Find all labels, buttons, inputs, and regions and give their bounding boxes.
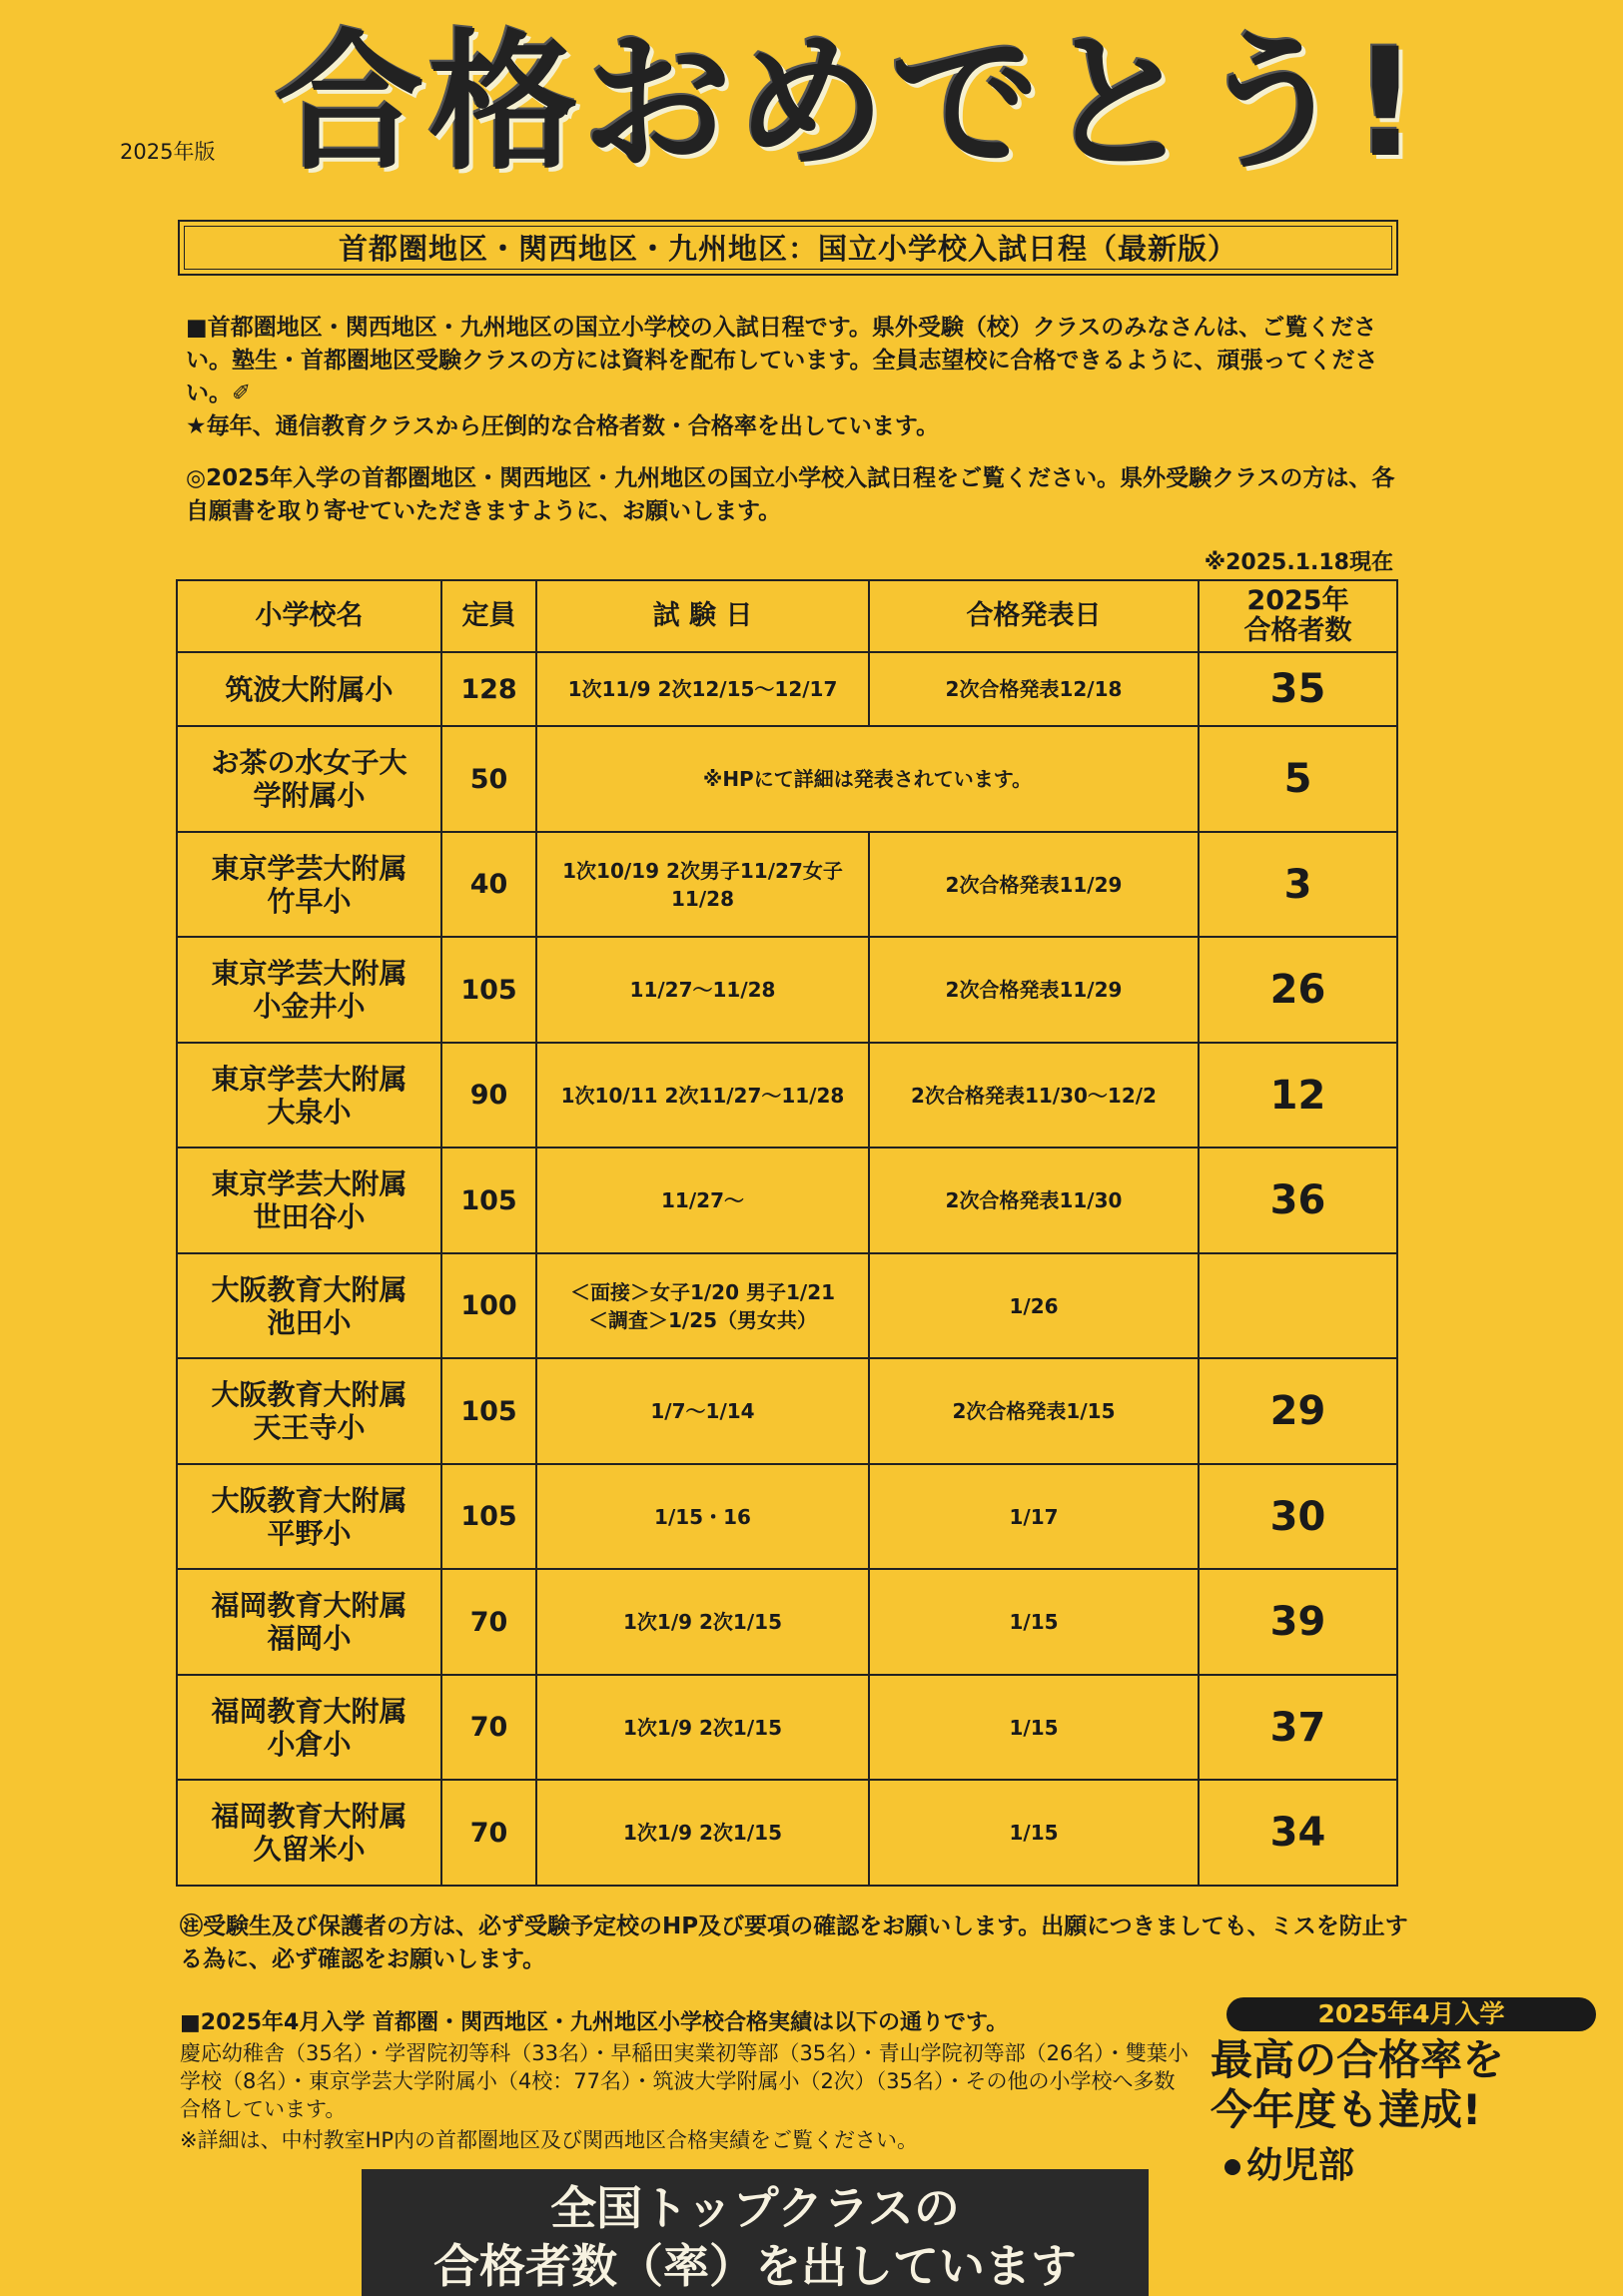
school-name [177, 1148, 441, 1253]
announce-date: 1/15 [869, 1675, 1199, 1781]
exam-date: 1次1/9 2次1/15 [536, 1780, 869, 1886]
table-row [177, 1569, 1397, 1675]
exam-date: 1次1/9 2次1/15 [536, 1569, 869, 1675]
slogan-line-2: 今年度も達成! [1211, 2085, 1482, 2134]
school-name-line: 大阪教育大附属 [211, 1483, 407, 1517]
exam-date: 1/15・16 [536, 1464, 869, 1570]
pass-count: 5 [1199, 726, 1397, 832]
capacity: 105 [441, 937, 536, 1043]
pass-count: 37 [1199, 1675, 1397, 1781]
announce-date: 2次合格発表11/29 [869, 832, 1199, 938]
pass-count: 29 [1199, 1358, 1397, 1464]
header-count-line2: 合格者数 [1243, 615, 1352, 646]
capacity: 70 [441, 1780, 536, 1886]
banner-line-2: 合格者数（率）を出しています [433, 2239, 1077, 2293]
school-name [177, 937, 441, 1043]
pass-count: 34 [1199, 1780, 1397, 1886]
announce-date: 1/26 [869, 1253, 1199, 1359]
exam-schedule-table [176, 579, 1398, 1887]
announce-date: 1/15 [869, 1569, 1199, 1675]
pass-count: 30 [1199, 1464, 1397, 1570]
school-name [177, 1043, 441, 1148]
exam-date: 1次11/9 2次12/15～12/17 [536, 652, 869, 726]
announce-date: 2次合格発表12/18 [869, 652, 1199, 726]
school-name [177, 1253, 441, 1359]
exam-date [536, 1253, 869, 1359]
capacity: 105 [441, 1358, 536, 1464]
capacity: 40 [441, 832, 536, 938]
slogan [1211, 2035, 1610, 2135]
announce-date: 1/17 [869, 1464, 1199, 1570]
school-name-line: 大阪教育大附属 [211, 1272, 407, 1306]
results-title: ■2025年4月入学 首都圏・関西地区・九州地区小学校合格実績は以下の通りです。 [180, 2010, 1009, 2035]
school-name-line: 福岡小 [267, 1622, 352, 1656]
school-name-line: 竹早小 [267, 884, 352, 918]
school-name [177, 652, 441, 726]
department-name: 幼児部 [1246, 2145, 1355, 2186]
pass-count [1199, 1253, 1397, 1359]
capacity: 70 [441, 1675, 536, 1781]
caution-notice: ㊟受験生及び保護者の方は、必ず受験予定校のHP及び要項の確認をお願いします。出願につきましても、ミスを防止する為に、必ず確認をお願いします。 [180, 1913, 1408, 1972]
exam-date-line: ＜調査＞1/25（男女共） [587, 1307, 818, 1332]
announce-date: 2次合格発表11/30～12/2 [869, 1043, 1199, 1148]
bullet-dot-icon [1224, 2159, 1240, 2175]
school-name-line: 平野小 [267, 1516, 352, 1550]
capacity: 70 [441, 1569, 536, 1675]
table-row [177, 1253, 1397, 1359]
banner-line-1: 全国トップクラスの [550, 2181, 960, 2235]
pass-count: 12 [1199, 1043, 1397, 1148]
header-capacity: 定員 [441, 580, 536, 652]
exam-date: 11/27～11/28 [536, 937, 869, 1043]
school-name [177, 1569, 441, 1675]
capacity: 105 [441, 1464, 536, 1570]
school-name-line: 久留米小 [253, 1833, 366, 1867]
table-row [177, 1780, 1397, 1886]
school-name-line: 池田小 [267, 1305, 352, 1339]
table-row [177, 1675, 1397, 1781]
announce-date: 2次合格発表11/29 [869, 937, 1199, 1043]
intro-paragraph-3: ◎2025年入学の首都圏地区・関西地区・九州地区の国立小学校入試日程をご覧ください。県外受験クラスの方は、各自願書を取り寄せていただきますように、お願いします。 [186, 465, 1395, 524]
school-name [177, 1358, 441, 1464]
table-row [177, 1043, 1397, 1148]
school-name-line: 大泉小 [267, 1095, 352, 1129]
results-details-note: ※詳細は、中村教室HP内の首都圏地区及び関西地区合格実績をご覧ください。 [180, 2128, 919, 2152]
school-name [177, 832, 441, 938]
header-exam-date: 試 験 日 [536, 580, 869, 652]
edition-label: 2025年版 [120, 140, 216, 164]
exam-date: 1次1/9 2次1/15 [536, 1675, 869, 1781]
slogan-line-1: 最高の合格率を [1211, 2035, 1505, 2084]
exam-date: 1/7～1/14 [536, 1358, 869, 1464]
school-name-line: 学附属小 [253, 779, 366, 813]
capacity: 128 [441, 652, 536, 726]
header-announce: 合格発表日 [869, 580, 1199, 652]
table-row [177, 1358, 1397, 1464]
intro-paragraph-1: ■首都圏地区・関西地区・九州地区の国立小学校の入試日程です。県外受験（校）クラスのみなさんは、ご覧ください。塾生・首都圏地区受験クラスの方には資料を配布しています。全員志望校に合格できるように、頑張ってください。✐ [186, 315, 1378, 406]
capacity: 100 [441, 1253, 536, 1359]
table-header-row [177, 580, 1397, 652]
school-name-line: 小金井小 [253, 990, 366, 1024]
school-name-line: 東京学芸大附属 [211, 957, 407, 991]
pass-count: 36 [1199, 1148, 1397, 1253]
table-row [177, 832, 1397, 938]
enrollment-badge: 2025年4月入学 [1226, 1997, 1596, 2031]
school-name-line: お茶の水女子大 [211, 746, 407, 780]
announce-date: 2次合格発表1/15 [869, 1358, 1199, 1464]
school-name-line: 天王寺小 [253, 1411, 366, 1445]
school-name [177, 726, 441, 832]
table-row [177, 726, 1397, 832]
school-name-line: 東京学芸大附属 [211, 851, 407, 885]
header-count [1199, 580, 1397, 652]
pass-count: 26 [1199, 937, 1397, 1043]
school-name [177, 1780, 441, 1886]
bottom-banner [362, 2169, 1149, 2296]
subtitle-box [178, 220, 1398, 276]
header-count-line1: 2025年 [1246, 585, 1349, 616]
exam-date: 11/27～ [536, 1148, 869, 1253]
announce-date: 1/15 [869, 1780, 1199, 1886]
table-row [177, 937, 1397, 1043]
table-row [177, 1464, 1397, 1570]
subtitle: 首都圏地区・関西地区・九州地区：国立小学校入試日程（最新版） [338, 232, 1237, 266]
school-name-line: 福岡教育大附属 [211, 1589, 407, 1623]
school-name [177, 1675, 441, 1781]
pass-count: 39 [1199, 1569, 1397, 1675]
merged-note: ※HPにて詳細は発表されています。 [536, 726, 1199, 832]
school-name-line: 筑波大附属小 [225, 672, 394, 706]
capacity: 50 [441, 726, 536, 832]
school-name-line: 大阪教育大附属 [211, 1378, 407, 1412]
capacity: 90 [441, 1043, 536, 1148]
headline: 合格おめでとう! [275, 17, 1424, 191]
header-school: 小学校名 [177, 580, 441, 652]
exam-date: 1次10/19 2次男子11/27女子11/28 [536, 832, 869, 938]
school-name-line: 小倉小 [267, 1727, 352, 1761]
department-label [1224, 2137, 1354, 2188]
pass-count: 35 [1199, 652, 1397, 726]
table-row [177, 652, 1397, 726]
exam-date-line: ＜面接＞女子1/20 男子1/21 [569, 1279, 836, 1304]
results-body: 慶応幼稚舎（35名）・学習院初等科（33名）・早稲田実業初等部（35名）・青山学院初等部（26名）・雙葉小学校（8名）・東京学芸大学附属小（4校：77名）・筑波大学附属小（2次）（35名）・その他の小学校へ多数合格しています。 [180, 2041, 1189, 2121]
capacity: 105 [441, 1148, 536, 1253]
table-row [177, 1148, 1397, 1253]
school-name-line: 福岡教育大附属 [211, 1694, 407, 1728]
announce-date: 2次合格発表11/30 [869, 1148, 1199, 1253]
school-name [177, 1464, 441, 1570]
exam-date: 1次10/11 2次11/27～11/28 [536, 1043, 869, 1148]
school-name-line: 東京学芸大附属 [211, 1062, 407, 1096]
school-name-line: 東京学芸大附属 [211, 1167, 407, 1201]
pass-count: 3 [1199, 832, 1397, 938]
school-name-line: 世田谷小 [253, 1200, 366, 1234]
school-name-line: 福岡教育大附属 [211, 1800, 407, 1834]
intro-paragraph-2: ★毎年、通信教育クラスから圧倒的な合格者数・合格率を出しています。 [186, 413, 940, 439]
as-of-date: ※2025.1.18現在 [1204, 550, 1393, 575]
